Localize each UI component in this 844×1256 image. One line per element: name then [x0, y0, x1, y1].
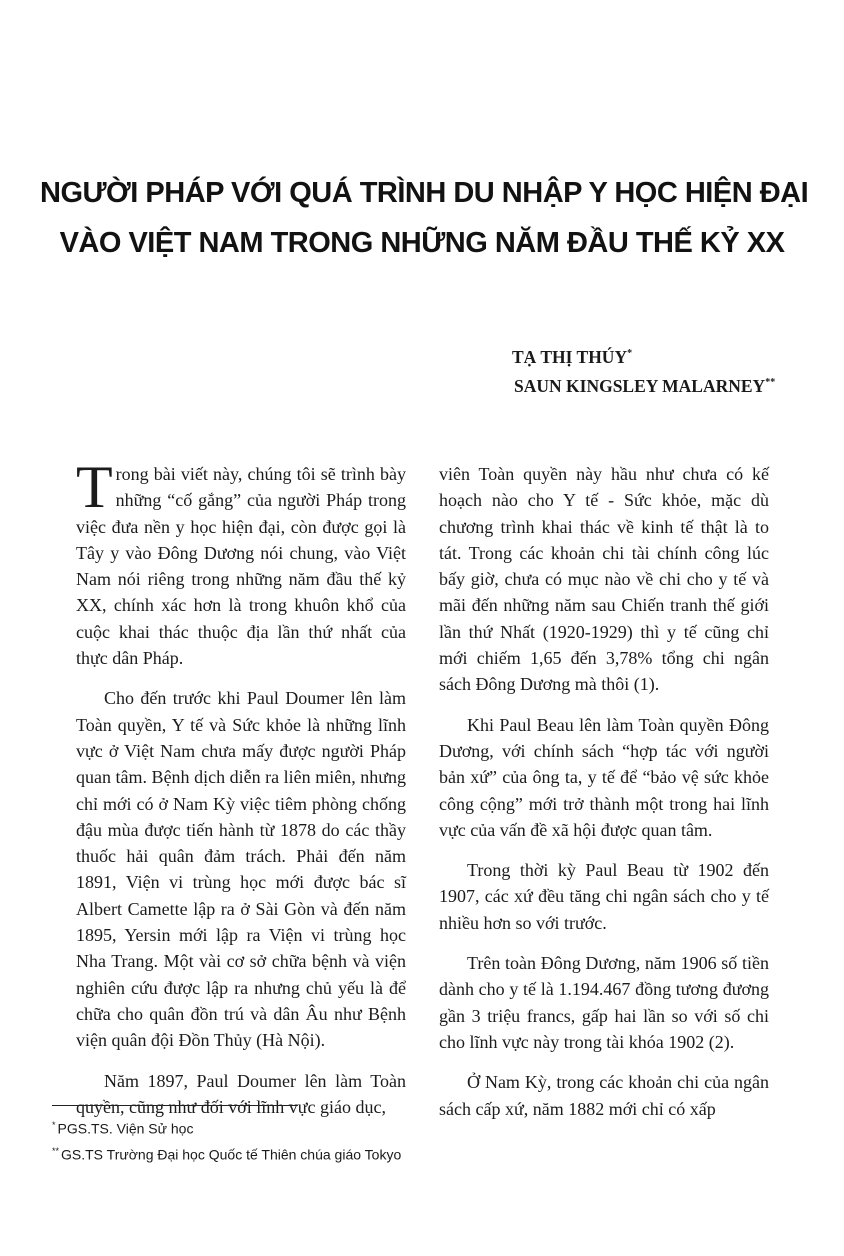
- footnote-1-mark: *: [52, 1120, 56, 1130]
- paragraph: Trên toàn Đông Dương, năm 1906 số tiền dành cho y tế là 1.194.467 đồng tương đương gần 3 triệu francs, gấp hai lần so với số chi cho lĩnh vực này trong tài khóa 1902 (2).: [439, 953, 769, 1052]
- footnote-2-text: GS.TS Trường Đại học Quốc tế Thiên chúa giáo Tokyo: [61, 1146, 402, 1163]
- left-column: [76, 454, 406, 1134]
- title-line-2: VÀO VIỆT NAM TRONG NHỮNG NĂM ĐẦU THẾ KỶ XX: [59, 227, 785, 259]
- right-column: [439, 461, 769, 1136]
- author-1-name: TẠ THỊ THÚY: [512, 346, 628, 367]
- author-block: [512, 341, 775, 399]
- author-1: [512, 341, 775, 370]
- footnotes: [52, 1114, 401, 1165]
- title-line-1: NGƯỜI PHÁP VỚI QUÁ TRÌNH DU NHẬP Y HỌC HIỆN ĐẠI: [40, 177, 809, 209]
- footnote-1: [52, 1114, 401, 1140]
- paragraph-text: rong bài viết này, chúng tôi sẽ trình bày những “cố gắng” của người Pháp trong việc đưa nền y học hiện đại, còn được gọi là Tây y vào Đông Dương nói chung, vào Việt Nam nói riêng trong những năm đầu thế kỷ XX, chính xác hơn là trong khuôn khổ của cuộc khai thác thuộc địa lần thứ nhất của thực dân Pháp.: [76, 464, 406, 669]
- footnote-2-mark: **: [52, 1145, 60, 1156]
- footnote-divider: [52, 1105, 298, 1106]
- footnote-2: [52, 1140, 401, 1166]
- paragraph: viên Toàn quyền này hầu như chưa có kế hoạch nào cho Y tế - Sức khỏe, mặc dù chương trình khai thác về kinh tế thật là to tát. Trong các khoản chi tài chính công lúc bấy giờ, chưa có mục nào về chi cho y tế và mãi đến những năm sau Chiến tranh thế giới lần thứ Nhất (1920-1929) thì y tế cũng chỉ mới chiếm 1,65 đến 3,78% tổng chi ngân sách Đông Dương mà thôi (1).: [439, 464, 769, 695]
- author-1-mark: *: [627, 348, 633, 359]
- paragraph: Trong thời kỳ Paul Beau từ 1902 đến 1907, các xứ đều tăng chi ngân sách cho y tế nhiều hơn so với trước.: [439, 860, 769, 933]
- author-2-name: SAUN KINGSLEY MALARNEY: [514, 375, 766, 396]
- footnote-1-text: PGS.TS. Viện Sử học: [57, 1120, 194, 1137]
- paragraph: Khi Paul Beau lên làm Toàn quyền Đông Dương, với chính sách “hợp tác với người bản xứ” của ông ta, y tế để “bảo vệ sức khỏe công cộng” mới trở thành một trong hai lĩnh vực của vấn đề xã hội được quan tâm.: [439, 714, 769, 840]
- drop-cap: T: [76, 454, 113, 520]
- paragraph: Cho đến trước khi Paul Doumer lên làm Toàn quyền, Y tế và Sức khỏe là những lĩnh vực ở Việt Nam chưa mấy được người Pháp quan tâm. Bệnh dịch diễn ra liên miên, nhưng chỉ mới có ở Nam Kỳ việc tiêm phòng chống đậu mùa được tiến hành từ 1878 do các thầy thuốc hải quân đảm trách. Phải đến năm 1891, Viện vi trùng học mới được bác sĩ Albert Camette lập ra ở Sài Gòn và đến năm 1895, Yersin mới lập ra Viện vi trùng học Nha Trang. Một vài cơ sở chữa bệnh và viện nghiên cứu được lập ra nhưng chủ yếu là để chữa cho quân đồn trú và dân Âu như Bệnh viện quân đội Đồn Thủy (Hà Nội).: [76, 688, 406, 1051]
- article-title: [40, 168, 809, 268]
- author-2-mark: **: [765, 376, 776, 388]
- paragraph: Ở Nam Kỳ, trong các khoản chi của ngân sách cấp xứ, năm 1882 mới chỉ có xấp: [439, 1072, 769, 1119]
- paragraph: [76, 454, 406, 671]
- author-2: [512, 370, 775, 399]
- paragraph: Năm 1897, Paul Doumer lên làm Toàn quyền, cũng như đối với lĩnh vực giáo dục,: [76, 1070, 406, 1117]
